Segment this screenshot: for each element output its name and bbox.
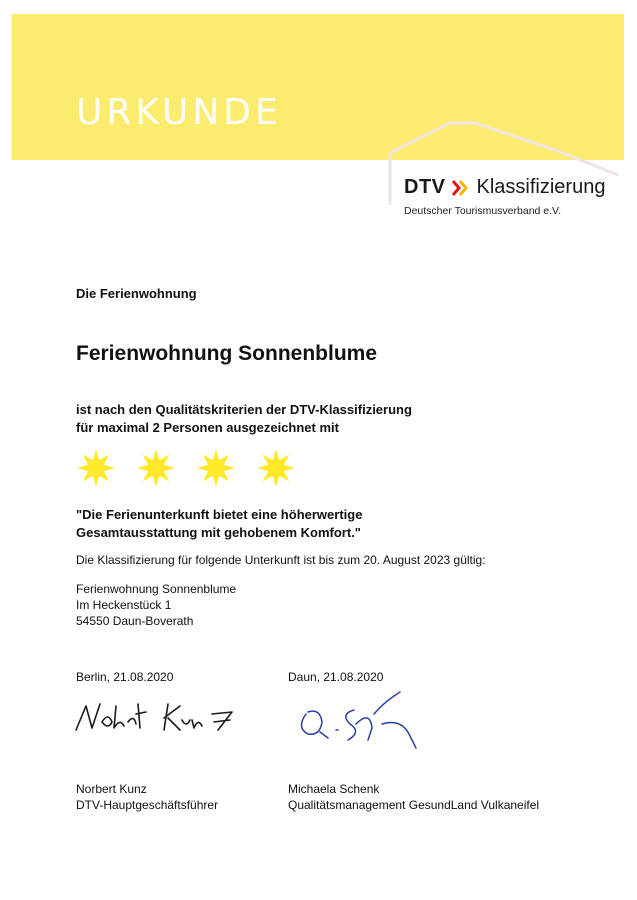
signer-2-name: Michaela Schenk bbox=[288, 782, 380, 796]
certificate-title: URKUNDE bbox=[76, 92, 282, 133]
star-icon bbox=[136, 448, 176, 488]
address-line-1: Ferienwohnung Sonnenblume bbox=[76, 582, 237, 596]
dtv-subtitle: Deutscher Tourismusverband e.V. bbox=[404, 205, 562, 217]
object-label: Die Ferienwohnung bbox=[76, 286, 197, 301]
signer-2-role: Qualitätsmanagement GesundLand Vulkaneifel bbox=[288, 798, 540, 812]
criteria-line-2: für maximal 2 Personen ausgezeichnet mit bbox=[76, 420, 339, 435]
quote-text bbox=[76, 506, 362, 542]
star-icon bbox=[76, 448, 116, 488]
signature-1-place-date: Berlin, 21.08.2020 bbox=[76, 670, 174, 684]
star-icon bbox=[196, 448, 236, 488]
validity-text: Die Klassifizierung für folgende Unterkunft ist bis zum 20. August 2023 gültig: bbox=[76, 553, 486, 567]
address-line-3: 54550 Daun-Boverath bbox=[76, 614, 194, 628]
signature-2-handwriting bbox=[292, 684, 432, 756]
quote-line-2: Gesamtausstattung mit gehobenem Komfort." bbox=[76, 525, 361, 540]
signature-2-place-date: Daun, 21.08.2020 bbox=[288, 670, 384, 684]
klassifizierung-text: Klassifizierung bbox=[476, 176, 606, 198]
signature-1-handwriting bbox=[72, 698, 262, 738]
signer-1-name: Norbert Kunz bbox=[76, 782, 147, 796]
star-rating bbox=[76, 448, 296, 488]
dtv-chevron-icon bbox=[451, 179, 471, 197]
criteria-line-1: ist nach den Qualitätskriterien der DTV-Klassifizierung bbox=[76, 402, 412, 417]
signer-2 bbox=[288, 781, 539, 813]
address-line-2: Im Heckenstück 1 bbox=[76, 598, 172, 612]
signer-1 bbox=[76, 781, 218, 813]
quote-line-1: "Die Ferienunterkunft bietet eine höherwertige bbox=[76, 507, 363, 522]
dtv-logo-text: DTV bbox=[404, 176, 446, 198]
signer-1-role: DTV-Hauptgeschäftsführer bbox=[76, 798, 219, 812]
object-name: Ferienwohnung Sonnenblume bbox=[76, 342, 377, 365]
star-icon bbox=[256, 448, 296, 488]
dtv-logo bbox=[404, 176, 605, 217]
address-block bbox=[76, 581, 236, 629]
criteria-text bbox=[76, 401, 412, 437]
